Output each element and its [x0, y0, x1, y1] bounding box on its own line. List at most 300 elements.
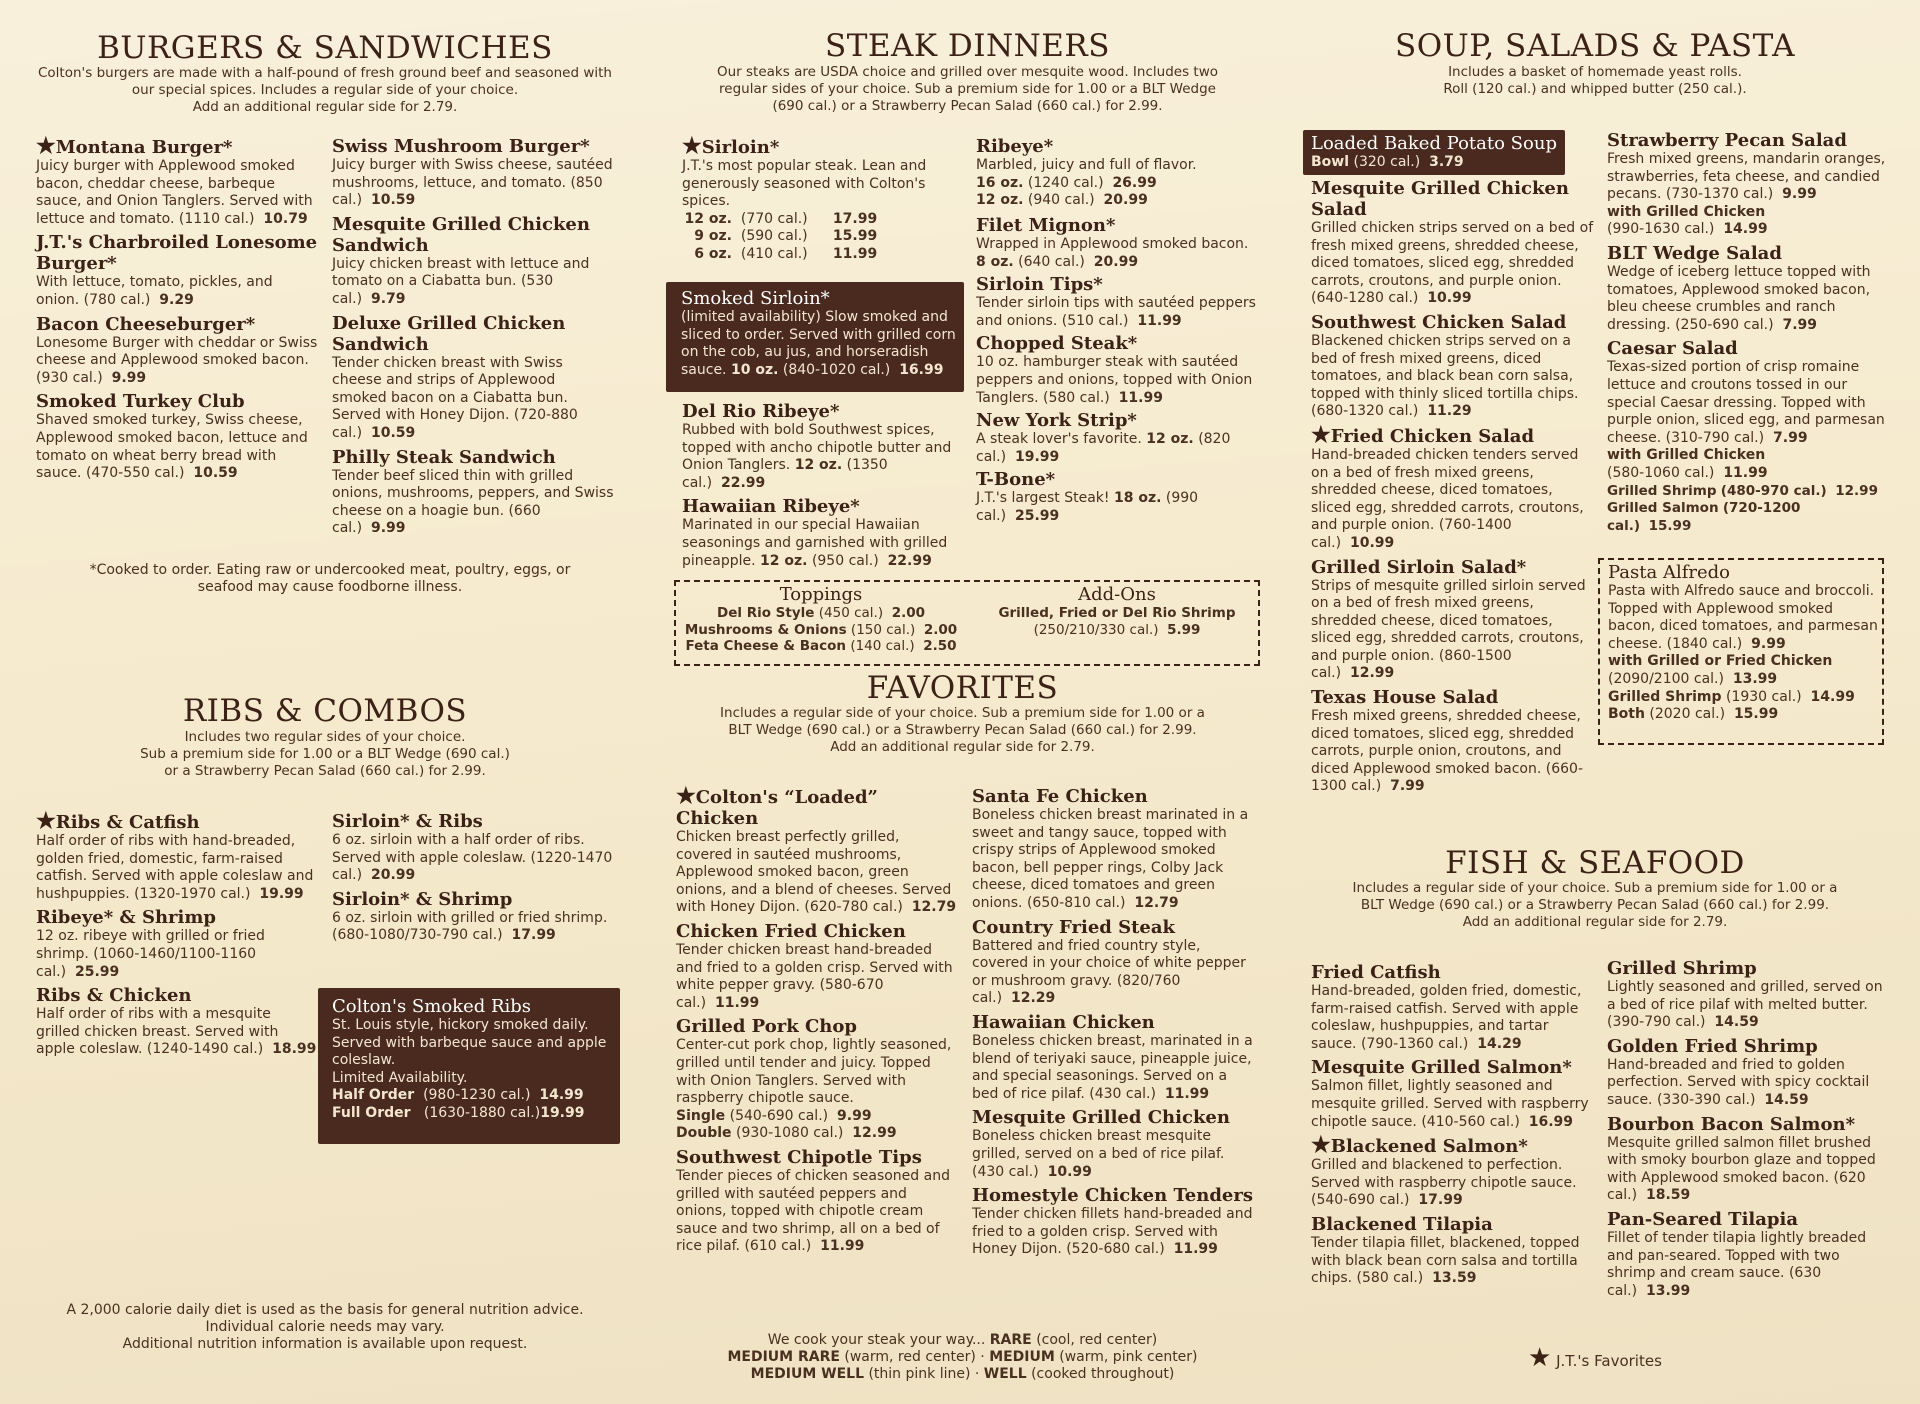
- item-desc-text: Fillet of tender tilapia lightly breaded and pan-seared. Topped with two shrimp and cream sauce.: [1607, 1229, 1867, 1282]
- desc-line: Includes a basket of homemade yeast rolls.: [1448, 64, 1742, 80]
- item-desc-text: Half order of ribs with hand-breaded, golden fried, domestic, farm-raised catfish. Served with apple coleslaw and hushpuppies.: [36, 833, 314, 902]
- item-cal: (840-1020 cal.): [782, 361, 891, 378]
- item-name: [976, 469, 1256, 490]
- item-desc-text: Fresh mixed greens, mandarin oranges, strawberries, feta cheese, and candied pecans.: [1607, 151, 1886, 203]
- item-desc: [36, 1006, 318, 1059]
- item-price: 11.99: [1137, 312, 1182, 329]
- item-cal: (510 cal.): [1061, 312, 1129, 329]
- item-name: [676, 783, 958, 829]
- item-desc-text: 12 oz. ribeye with grilled or fried shrimp.: [36, 928, 265, 962]
- menu-item: [1311, 1057, 1597, 1131]
- item-price: 20.99: [1093, 253, 1139, 270]
- menu-item: [1311, 1214, 1597, 1288]
- menu-item: [332, 447, 614, 538]
- item-price: 14.29: [1477, 1035, 1522, 1052]
- menu-item: [36, 133, 318, 228]
- menu-item: [1607, 1209, 1889, 1300]
- item-desc: [976, 490, 1256, 525]
- item-desc: [1607, 151, 1889, 204]
- menu-item: [36, 808, 318, 903]
- salad-right-column: [1607, 130, 1889, 535]
- star-icon: ★: [1528, 1343, 1552, 1373]
- size-row: [682, 228, 952, 246]
- item-desc: [1607, 979, 1889, 1032]
- menu-item: [36, 907, 318, 981]
- item-cal: (860-1500 cal.): [1311, 647, 1512, 682]
- item-name: [682, 133, 952, 159]
- option-price: 14.99: [1723, 221, 1768, 238]
- item-price: 9.99: [1751, 635, 1786, 652]
- desc-line: BLT Wedge (690 cal.) or a Strawberry Pecan Salad (660 cal.) for 2.99.: [728, 722, 1197, 738]
- item-price: 10.99: [1047, 1163, 1092, 1180]
- item-desc-text: Half order of ribs with a mesquite grilled chicken breast. Served with apple coleslaw.: [36, 1006, 279, 1058]
- item-desc: [1311, 983, 1597, 1053]
- item-desc: Marbled, juicy and full of flavor.: [976, 157, 1197, 173]
- item-name-text: Bacon Cheeseburger*: [36, 313, 256, 335]
- doneness-rare-desc: (cool, red center): [1031, 1332, 1158, 1348]
- item-name-text: Deluxe Grilled Chicken Sandwich: [332, 312, 566, 355]
- item-desc-text: Wedge of iceberg lettuce topped with tomatoes, Applewood smoked bacon, bleu cheese crumbles and ranch dressing.: [1607, 263, 1871, 333]
- option-label: Grilled Shrimp: [1607, 482, 1717, 499]
- addons-list: [972, 605, 1262, 638]
- section-desc-burgers: [30, 65, 620, 116]
- item-desc-text: Lonesome Burger with cheddar or Swiss cheese and Applewood smoked bacon.: [36, 334, 318, 369]
- single-cal: (540-690 cal.): [729, 1107, 829, 1124]
- double-row: [676, 1125, 958, 1143]
- item-cal: (820 cal.): [976, 431, 1231, 465]
- star-icon: ★: [676, 783, 696, 809]
- item-cal: (650-810 cal.): [1026, 894, 1126, 911]
- full-order-label: Full Order: [332, 1104, 411, 1121]
- doneness-intro: We cook your steak your way...: [767, 1332, 990, 1348]
- option-cal: (480-970 cal.): [1720, 482, 1827, 499]
- item-price: 9.99: [370, 520, 406, 537]
- item-desc: [1311, 447, 1597, 553]
- doneness-medium-well-desc: (thin pink line) ·: [864, 1366, 984, 1382]
- sirloin-sizes: [682, 211, 952, 264]
- item-price: 18.99: [272, 1041, 317, 1058]
- doneness-line-1: [660, 1332, 1265, 1349]
- fish-right-column: [1607, 958, 1889, 1304]
- item-name-text: Ribs & Chicken: [36, 985, 192, 1007]
- item-desc: [1311, 220, 1597, 308]
- item-desc-text: Boneless chicken breast marinated in a sweet and tangy sauce, topped with crispy strips of Applewood smoked bacon, bell pepper rings, Colby Jack cheese, diced tomatoes and green onions.: [972, 807, 1249, 911]
- section-title-favorites: FAVORITES: [866, 670, 1059, 706]
- doneness-medium-rare: MEDIUM RARE: [727, 1349, 840, 1365]
- item-desc-text: Center-cut pork chop, lightly seasoned, grilled until tender and juicy. Topped with Onion Tanglers. Served with raspberry chipotle sauce.: [676, 1037, 952, 1107]
- legend-label: J.T.'s Favorites: [1556, 1352, 1662, 1370]
- item-name: [332, 313, 614, 355]
- item-price: 14.59: [1764, 1091, 1809, 1108]
- item-name: [682, 496, 952, 517]
- option-label: Grilled Shrimp: [1608, 688, 1722, 705]
- item-name-text: Fried Catfish: [1311, 962, 1441, 983]
- item-price: 11.99: [714, 994, 760, 1011]
- item-name: [972, 1107, 1254, 1128]
- favorites-right-column: [972, 786, 1254, 1263]
- item-desc-text: 10 oz. hamburger steak with sautéed peppers and onions, topped with Onion Tanglers.: [976, 354, 1253, 406]
- full-order-cal: (1630-1880 cal.): [423, 1104, 541, 1121]
- item-desc-text: Tender sirloin tips with sautéed peppers and onions.: [976, 295, 1256, 329]
- steak-doneness-note: [660, 1332, 1265, 1383]
- option-price: 15.99: [1733, 706, 1779, 723]
- item-price: 7.99: [1782, 316, 1818, 333]
- item-desc-text: 6 oz. sirloin with grilled or fried shrimp.: [332, 909, 608, 926]
- item-desc: [676, 942, 958, 1012]
- item-name: [1311, 312, 1597, 333]
- item-oz: 12 oz.: [794, 457, 843, 474]
- item-name: [36, 314, 318, 335]
- menu-item: [1311, 421, 1597, 553]
- item-name: [976, 274, 1256, 295]
- size-cal: (1240 cal.): [1027, 174, 1104, 191]
- size-price: 20.99: [1103, 192, 1148, 209]
- item-name-text: New York Strip*: [976, 410, 1137, 432]
- burgers-left-column: [36, 133, 318, 487]
- item-desc-text: Blackened chicken strips served on a bed of fresh mixed greens, diced tomatoes, and black bean corn salsa, topped with thinly sliced tortilla chips.: [1311, 332, 1579, 402]
- size-oz: 12 oz.: [684, 210, 732, 227]
- item-desc: [332, 355, 614, 443]
- item-option-price: [1607, 221, 1889, 239]
- topping-cal: (450 cal.): [818, 605, 884, 621]
- item-cal: (580-670 cal.): [676, 977, 884, 1011]
- item-option: [1608, 706, 1882, 724]
- doneness-line-3: [660, 1366, 1265, 1383]
- item-desc: [972, 1033, 1254, 1103]
- item-cal: (780 cal.): [83, 291, 151, 308]
- doneness-well: WELL: [983, 1366, 1027, 1382]
- availability-text: Limited Availability.: [332, 1069, 468, 1086]
- item-name: [332, 136, 614, 157]
- topping-row: [676, 622, 966, 639]
- item-desc: [682, 517, 952, 570]
- section-desc-favorites: [660, 705, 1265, 756]
- menu-item: [676, 921, 958, 1012]
- item-oz: 18 oz.: [1113, 490, 1162, 507]
- desc-line: our special spices. Includes a regular side of your choice.: [131, 82, 519, 98]
- item-desc: [332, 832, 614, 885]
- item-desc-text: Texas-sized portion of crisp romaine lettuce and croutons tossed in our special Caesar dressing. Topped with purple onion, sliced egg, and parmesan cheese.: [1607, 359, 1885, 446]
- item-cal: (470-550 cal.): [85, 465, 185, 482]
- item-cal: (850 cal.): [332, 174, 603, 209]
- item-desc: [1607, 1230, 1889, 1300]
- section-desc-soup: [1300, 64, 1890, 98]
- menu-item: [972, 1012, 1254, 1103]
- potato-soup-panel: [1303, 130, 1565, 175]
- section-title-fish: FISH & SEAFOOD: [1445, 845, 1745, 881]
- size-cal: (940 cal.): [1027, 192, 1095, 209]
- item-desc: [1311, 708, 1597, 796]
- option-label: with Grilled Chicken: [1607, 203, 1766, 220]
- item-name: [332, 889, 614, 910]
- item-name-text: Del Rio Ribeye*: [682, 401, 840, 422]
- item-desc: [972, 1128, 1254, 1181]
- addons-title: Add-Ons: [1078, 584, 1156, 605]
- double-label: Double: [676, 1125, 732, 1142]
- item-desc-text: Shaved smoked turkey, Swiss cheese, Applewood smoked bacon, lettuce and tomato on wheat berry bread with sauce.: [36, 412, 308, 482]
- item-desc: [676, 1168, 958, 1256]
- full-order-row: [332, 1105, 620, 1123]
- item-desc: [36, 412, 318, 482]
- item-name-text: Bourbon Bacon Salmon*: [1607, 1113, 1855, 1135]
- fish-left-column: [1311, 962, 1597, 1292]
- item-price: 18.59: [1645, 1187, 1691, 1204]
- item-name-text: Ribeye* & Shrimp: [36, 907, 216, 929]
- pasta-alfredo-box: [1598, 558, 1884, 745]
- item-desc: J.T.'s most popular steak. Lean and generously seasoned with Colton's spices.: [682, 158, 927, 210]
- item-desc: [332, 256, 614, 309]
- desc-line: Sub a premium side for 1.00 or a BLT Wedge (690 cal.): [140, 746, 510, 762]
- option-cal: (990-1630 cal.): [1607, 221, 1715, 238]
- item-price: 10.99: [1427, 290, 1472, 307]
- desc-line: BLT Wedge (690 cal.) or a Strawberry Pecan Salad (660 cal.) for 2.99.: [1360, 897, 1830, 913]
- option-price: 13.99: [1732, 670, 1778, 687]
- item-cal: (430 cal.): [1089, 1085, 1156, 1102]
- item-cal: (320 cal.): [1353, 154, 1421, 170]
- blt-salad-item: [1607, 243, 1889, 334]
- item-desc: [332, 468, 614, 538]
- favorites-legend: [1528, 1343, 1662, 1373]
- item-cal: (950 cal.): [811, 552, 879, 569]
- addon-price: 5.99: [1167, 621, 1201, 638]
- item-name-text: Mesquite Grilled Chicken Salad: [1311, 178, 1569, 220]
- item-price: 10.59: [370, 192, 416, 209]
- size-oz: 16 oz.: [976, 174, 1024, 191]
- calorie-note: [40, 1302, 610, 1353]
- item-desc-text: J.T.'s largest Steak!: [976, 490, 1110, 507]
- item-cal: (1320-1970 cal.): [134, 885, 251, 902]
- item-price: 22.99: [887, 552, 932, 569]
- menu-item: [1311, 178, 1597, 308]
- item-name-text: Grilled Sirloin Salad*: [1311, 556, 1527, 578]
- item-cal: (730-1370 cal.): [1665, 186, 1774, 203]
- menu-item: [1311, 687, 1597, 796]
- size-oz: 9 oz.: [694, 228, 732, 245]
- item-name-text: Golden Fried Shrimp: [1607, 1035, 1818, 1057]
- item-desc-text: Tender chicken breast with Swiss cheese and strips of Applewood smoked bacon on a Ciabatta bun. Served with Honey Dijon.: [332, 354, 568, 424]
- item-price: 10.59: [370, 424, 416, 441]
- single-row: [676, 1108, 958, 1126]
- size-price: 11.99: [832, 245, 878, 262]
- smoked-ribs-panel: [318, 988, 620, 1144]
- item-desc-text: Lightly seasoned and grilled, served on a bed of rice pilaf with melted butter.: [1607, 979, 1883, 1013]
- item-name: [36, 133, 318, 159]
- item-desc: [332, 157, 614, 210]
- section-desc-fish: [1300, 880, 1890, 931]
- item-name: Colton's Smoked Ribs: [332, 996, 532, 1017]
- item-desc-text: Tender chicken breast hand-breaded and fried to a golden crisp. Served with white pepper gravy.: [676, 941, 953, 994]
- desc-line: Roll (120 cal.) and whipped butter (250 cal.).: [1443, 81, 1747, 97]
- item-price: 10.59: [193, 465, 238, 482]
- item-cal: (1220-1470 cal.): [332, 849, 613, 884]
- addons-block: [972, 584, 1262, 638]
- item-desc-text: Strips of mesquite grilled sirloin served on a bed of fresh mixed greens, shredded cheese, diced tomatoes, sliced egg, shredded carrots, croutons, and purple onion.: [1311, 577, 1586, 664]
- item-cal: (620 cal.): [1607, 1169, 1866, 1204]
- half-order-row: [332, 1087, 620, 1105]
- item-desc-text: Marinated in our special Hawaiian seasonings and garnished with grilled pineapple.: [682, 517, 948, 569]
- item-price: 12.99: [1349, 665, 1395, 682]
- item-desc: [36, 833, 318, 903]
- item-desc-text: Rubbed with bold Southwest spices, topped with ancho chipotle butter and Onion Tanglers.: [682, 422, 952, 474]
- menu-item: [1311, 1132, 1597, 1210]
- item-name: [332, 214, 614, 256]
- item-cal: (790-1360 cal.): [1360, 1035, 1469, 1052]
- item-name-text: Colton's “Loaded” Chicken: [676, 787, 878, 829]
- toppings-title: Toppings: [779, 584, 863, 605]
- option-cal: (580-1060 cal.): [1607, 464, 1715, 481]
- half-order-cal: (980-1230 cal.): [423, 1087, 531, 1104]
- item-name: Ribeye*: [976, 136, 1054, 157]
- item-price: 9.29: [159, 291, 194, 308]
- item-name-text: Mesquite Grilled Chicken: [972, 1107, 1230, 1129]
- item-name: [972, 786, 1254, 807]
- menu-item: [976, 274, 1256, 330]
- item-name-text: Country Fried Steak: [972, 916, 1176, 938]
- item-name-text: Southwest Chipotle Tips: [676, 1146, 922, 1168]
- item-desc-text: Tender tilapia fillet, blackened, topped with black bean corn salsa and tortilla chips.: [1311, 1234, 1580, 1287]
- item-name: [36, 808, 318, 834]
- item-cal: (630 cal.): [1607, 1265, 1822, 1299]
- item-name: [676, 921, 958, 942]
- menu-item: [36, 314, 318, 388]
- item-name: BLT Wedge Salad: [1607, 242, 1782, 264]
- menu-item: [682, 496, 952, 570]
- doneness-line-2: [660, 1349, 1265, 1366]
- menu-item: [332, 889, 614, 945]
- desc-line: Includes a regular side of your choice. Sub a premium side for 1.00 or a: [720, 705, 1205, 721]
- item-price: 20.99: [370, 867, 416, 884]
- item-desc: [676, 1037, 958, 1107]
- item-cal: (760-1400 cal.): [1311, 517, 1512, 551]
- item-option-price: [1607, 465, 1889, 483]
- item-cal: (660-1300 cal.): [1311, 760, 1584, 795]
- note-line: Individual calorie needs may vary.: [205, 1319, 445, 1335]
- caesar-salad-item: [1607, 338, 1889, 535]
- item-name: [1607, 1114, 1889, 1135]
- item-desc-text: Grilled and blackened to perfection. Served with raspberry chipotle sauce.: [1311, 1157, 1577, 1191]
- size-row: [976, 192, 1256, 210]
- item-desc: [1311, 1157, 1597, 1210]
- option-price: 12.99: [1835, 482, 1878, 499]
- topping-price: 2.00: [923, 621, 958, 638]
- burgers-right-column: [332, 136, 614, 542]
- menu-item: [332, 136, 614, 210]
- item-desc-text: St. Louis style, hickory smoked daily. Served with barbeque sauce and apple coleslaw.: [332, 1017, 607, 1069]
- item-name-text: Smoked Turkey Club: [36, 391, 245, 413]
- single-price: 9.99: [837, 1107, 872, 1124]
- foodborne-footnote: [40, 562, 620, 596]
- item-cal: (410-560 cal.): [1421, 1113, 1520, 1130]
- desc-line: Includes a regular side of your choice. Sub a premium side for 1.00 or a: [1352, 880, 1838, 896]
- item-name: [36, 907, 318, 928]
- menu-item: [676, 783, 958, 917]
- item-desc-text: Battered and fried country style, covered in your choice of white pepper or mushroom gravy.: [972, 937, 1246, 989]
- strawberry-salad-item: [1607, 130, 1889, 239]
- section-title-burgers: BURGERS & SANDWICHES: [97, 30, 553, 66]
- soup-left-column: [1311, 178, 1597, 800]
- section-desc-ribs: [30, 729, 620, 780]
- item-name: [676, 1016, 958, 1037]
- menu-item: [682, 401, 952, 492]
- item-cal: (1840 cal.): [1666, 635, 1743, 652]
- item-name: [332, 447, 614, 468]
- item-desc: [1607, 1057, 1889, 1110]
- item-name: [1311, 1214, 1597, 1235]
- item-name-text: Santa Fe Chicken: [972, 786, 1148, 807]
- item-name: [1311, 421, 1597, 448]
- item-cal: (660 cal.): [332, 502, 541, 537]
- item-desc: [1311, 333, 1597, 421]
- item-price: 11.99: [1118, 389, 1163, 406]
- item-name: [976, 215, 1256, 236]
- size-price: 26.99: [1112, 174, 1157, 191]
- double-price: 12.99: [852, 1125, 897, 1142]
- size-row: [682, 246, 952, 264]
- item-desc-text: 6 oz. sirloin with a half order of ribs. Served with apple coleslaw.: [332, 832, 585, 866]
- option-label: Both: [1608, 706, 1645, 723]
- toppings-block: [676, 584, 966, 655]
- item-desc: [681, 309, 956, 379]
- item-name: [36, 232, 318, 274]
- item-cal: (580 cal.): [1043, 389, 1110, 406]
- toppings-list: [676, 605, 966, 655]
- item-cal: (520-680 cal.): [1066, 1241, 1165, 1258]
- note-line: Additional nutrition information is available upon request.: [122, 1336, 528, 1352]
- item-name: [972, 1012, 1254, 1033]
- item-name: [676, 1147, 958, 1168]
- item-desc: [1608, 583, 1882, 653]
- item-desc-text: Tender beef sliced thin with grilled onions, mushrooms, peppers, and Swiss cheese on a hoagie bun.: [332, 467, 614, 519]
- menu-item: [976, 333, 1256, 407]
- item-cal: (680-1080/730-790 cal.): [332, 927, 503, 944]
- ribs-left-column: [36, 808, 318, 1063]
- menu-item: [972, 786, 1254, 913]
- menu-item: [1311, 962, 1597, 1053]
- item-price: 11.99: [1164, 1085, 1210, 1102]
- item-name-text: Pan-Seared Tilapia: [1607, 1208, 1798, 1230]
- item-price: 22.99: [720, 474, 766, 491]
- item-desc: [36, 274, 318, 309]
- item-price: 7.99: [1773, 429, 1808, 446]
- item-price: 10.79: [263, 210, 308, 227]
- size-price: 15.99: [832, 228, 878, 245]
- item-desc-text: Fresh mixed greens, shredded cheese, diced tomatoes, sliced egg, shredded carrots, purple onion, croutons, and diced Applewood smoked bacon.: [1311, 708, 1581, 777]
- item-name: [36, 391, 318, 412]
- option-cal: (2020 cal.): [1649, 706, 1726, 723]
- option-price: 15.99: [1648, 517, 1692, 534]
- item-name-text: Texas House Salad: [1311, 687, 1499, 709]
- single-label: Single: [676, 1107, 726, 1124]
- item-cal: (1110 cal.): [178, 210, 255, 227]
- item-name: [1607, 1209, 1889, 1230]
- footnote-line: seafood may cause foodborne illness.: [197, 579, 463, 595]
- item-desc: [972, 938, 1254, 1008]
- item-oz: 12 oz.: [1146, 431, 1194, 448]
- option-price: 14.99: [1810, 688, 1855, 705]
- item-desc: [36, 335, 318, 388]
- desc-line: Colton's burgers are made with a half-pound of fresh ground beef and seasoned with: [38, 65, 612, 81]
- menu-item: [1607, 1036, 1889, 1110]
- item-desc-text: Juicy burger with Applewood smoked bacon, cheddar cheese, barbeque sauce, and Onion Tanglers. Served with lettuce and tomato.: [36, 158, 313, 227]
- favorites-left-column: [676, 783, 958, 1260]
- item-option: [1607, 483, 1889, 501]
- menu-item: [976, 469, 1256, 525]
- item-price: 25.99: [1014, 507, 1060, 524]
- item-name-text: T-Bone*: [976, 469, 1056, 491]
- item-cal: (430 cal.): [972, 1163, 1039, 1180]
- item-price: 12.79: [1134, 894, 1179, 911]
- menu-item: [332, 811, 614, 885]
